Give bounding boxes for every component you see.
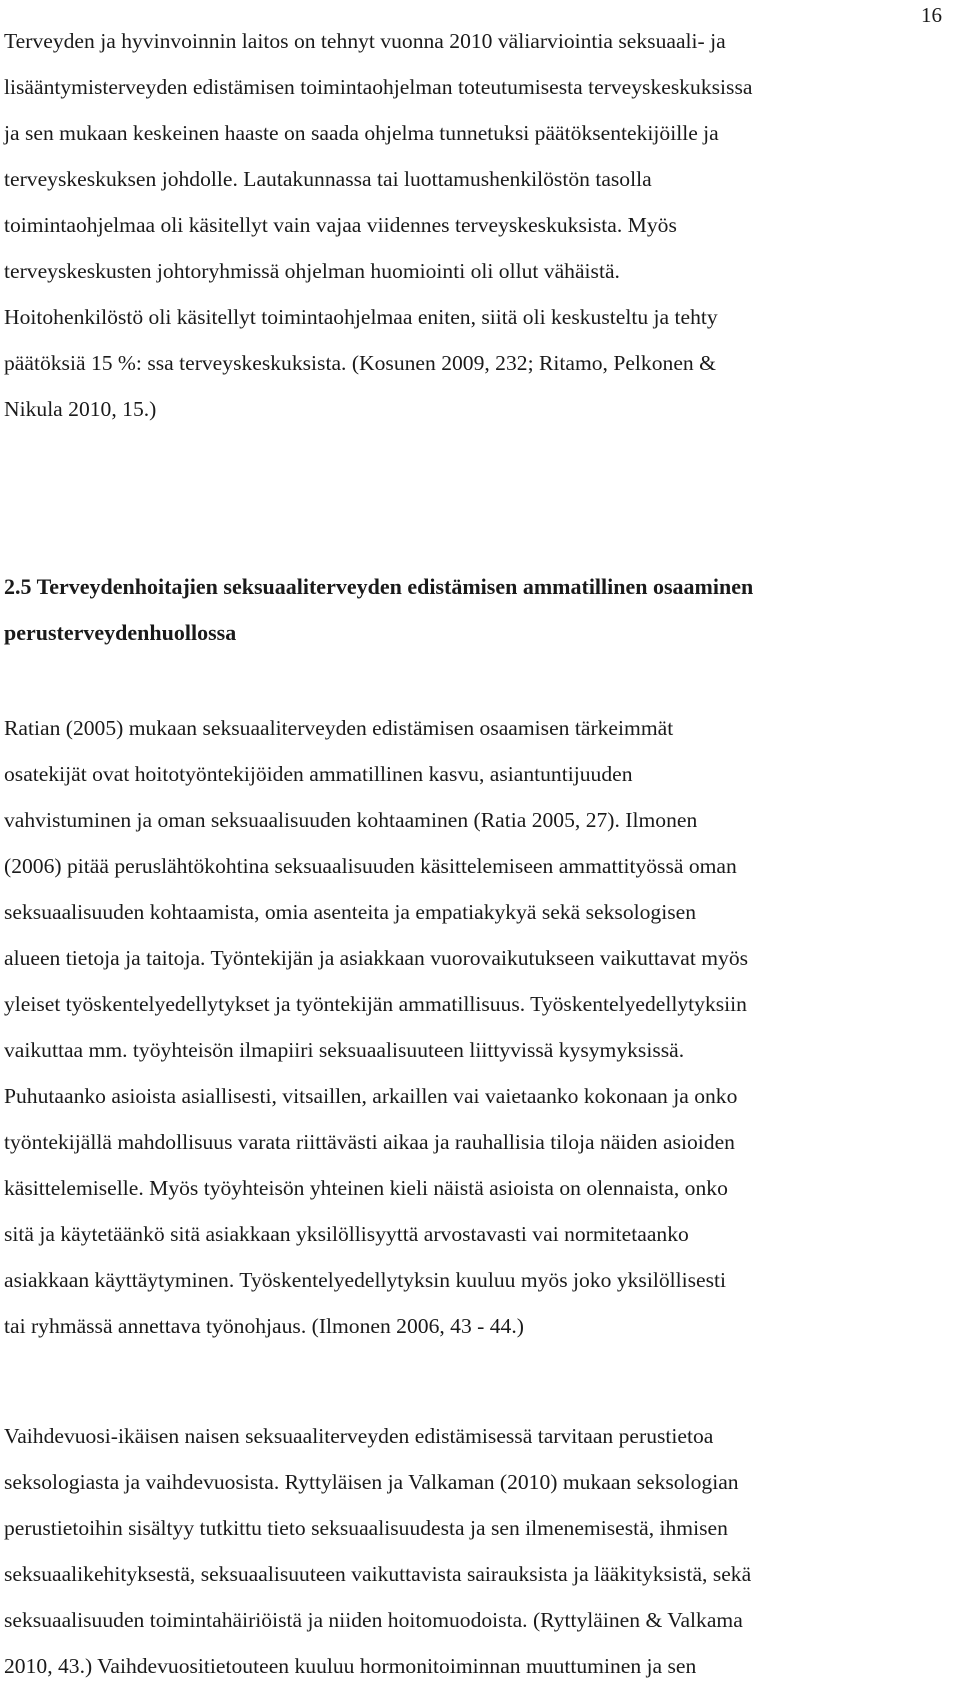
text-line: perustietoihin sisältyy tutkittu tieto seksuaalisuudesta ja sen ilmenemisestä, ihmisen: [4, 1516, 728, 1540]
text-line: lisääntymisterveyden edistämisen toimintaohjelman toteutumisesta terveyskeskuksissa: [4, 75, 753, 99]
section-heading: [4, 564, 950, 656]
heading-line: perusterveydenhuollossa: [4, 620, 237, 645]
heading-line: 2.5 Terveydenhoitajien seksuaaliterveyden edistämisen ammatillinen osaaminen: [4, 574, 754, 599]
paragraph-competence: [4, 705, 950, 1349]
text-line: käsittelemiselle. Myös työyhteisön yhteinen kieli näistä asioista on olennaista, onko: [4, 1176, 728, 1200]
text-line: terveyskeskuksen johdolle. Lautakunnassa tai luottamushenkilöstön tasolla: [4, 167, 652, 191]
text-line: toimintaohjelmaa oli käsitellyt vain vajaa viidennes terveyskeskuksista. Myös: [4, 213, 677, 237]
text-line: seksologiasta ja vaihdevuosista. Ryttyläisen ja Valkaman (2010) mukaan seksologian: [4, 1470, 739, 1494]
paragraph-menopause: [4, 1413, 950, 1689]
text-line: Vaihdevuosi-ikäisen naisen seksuaaliterveyden edistämisessä tarvitaan perustietoa: [4, 1424, 714, 1448]
text-line: osatekijät ovat hoitotyöntekijöiden ammatillinen kasvu, asiantuntijuuden: [4, 762, 633, 786]
text-line: asiakkaan käyttäytyminen. Työskentelyedellytyksin kuuluu myös joko yksilöllisesti: [4, 1268, 726, 1292]
paragraph-thl-evaluation: [4, 18, 950, 432]
text-line: (2006) pitää peruslähtökohtina seksuaalisuuden käsittelemiseen ammattityössä oman: [4, 854, 737, 878]
page-number: 16: [921, 3, 942, 27]
text-line: Nikula 2010, 15.): [4, 397, 157, 421]
text-line: 2010, 43.) Vaihdevuositietouteen kuuluu hormonitoiminnan muuttuminen ja sen: [4, 1654, 697, 1678]
text-line: seksuaalisuuden kohtaamista, omia asenteita ja empatiakykyä sekä seksologisen: [4, 900, 697, 924]
text-line: terveyskeskusten johtoryhmissä ohjelman huomiointi oli ollut vähäistä.: [4, 259, 620, 283]
text-line: ja sen mukaan keskeinen haaste on saada ohjelma tunnetuksi päätöksentekijöille ja: [4, 121, 719, 145]
text-line: työntekijällä mahdollisuus varata riittävästi aikaa ja rauhallisia tiloja näiden asioiden: [4, 1130, 735, 1154]
text-line: seksuaalikehityksestä, seksuaalisuuteen vaikuttavista sairauksista ja lääkityksistä, sekä: [4, 1562, 752, 1586]
text-line: päätöksiä 15 %: ssa terveyskeskuksista. (Kosunen 2009, 232; Ritamo, Pelkonen &: [4, 351, 716, 375]
text-line: yleiset työskentelyedellytykset ja työntekijän ammatillisuus. Työskentelyedellytyksiin: [4, 992, 747, 1016]
text-line: Hoitohenkilöstö oli käsitellyt toimintaohjelmaa eniten, siitä oli keskusteltu ja tehty: [4, 305, 718, 329]
text-line: Ratian (2005) mukaan seksuaaliterveyden edistämisen osaamisen tärkeimmät: [4, 716, 674, 740]
text-line: alueen tietoja ja taitoja. Työntekijän ja asiakkaan vuorovaikutukseen vaikuttavat myös: [4, 946, 749, 970]
text-line: sitä ja käytetäänkö sitä asiakkaan yksilöllisyyttä arvostavasti vai normitetaanko: [4, 1222, 689, 1246]
text-line: Puhutaanko asioista asiallisesti, vitsaillen, arkaillen vai vaietaanko kokonaan ja onko: [4, 1084, 738, 1108]
text-line: vahvistuminen ja oman seksuaalisuuden kohtaaminen (Ratia 2005, 27). Ilmonen: [4, 808, 698, 832]
text-line: vaikuttaa mm. työyhteisön ilmapiiri seksuaalisuuteen liittyvissä kysymyksissä.: [4, 1038, 685, 1062]
text-line: Terveyden ja hyvinvoinnin laitos on tehnyt vuonna 2010 väliarviointia seksuaali- ja: [4, 29, 726, 53]
text-line: seksuaalisuuden toimintahäiriöistä ja niiden hoitomuodoista. (Ryttyläinen & Valkama: [4, 1608, 743, 1632]
text-line: tai ryhmässä annettava työnohjaus. (Ilmonen 2006, 43 - 44.): [4, 1314, 524, 1338]
